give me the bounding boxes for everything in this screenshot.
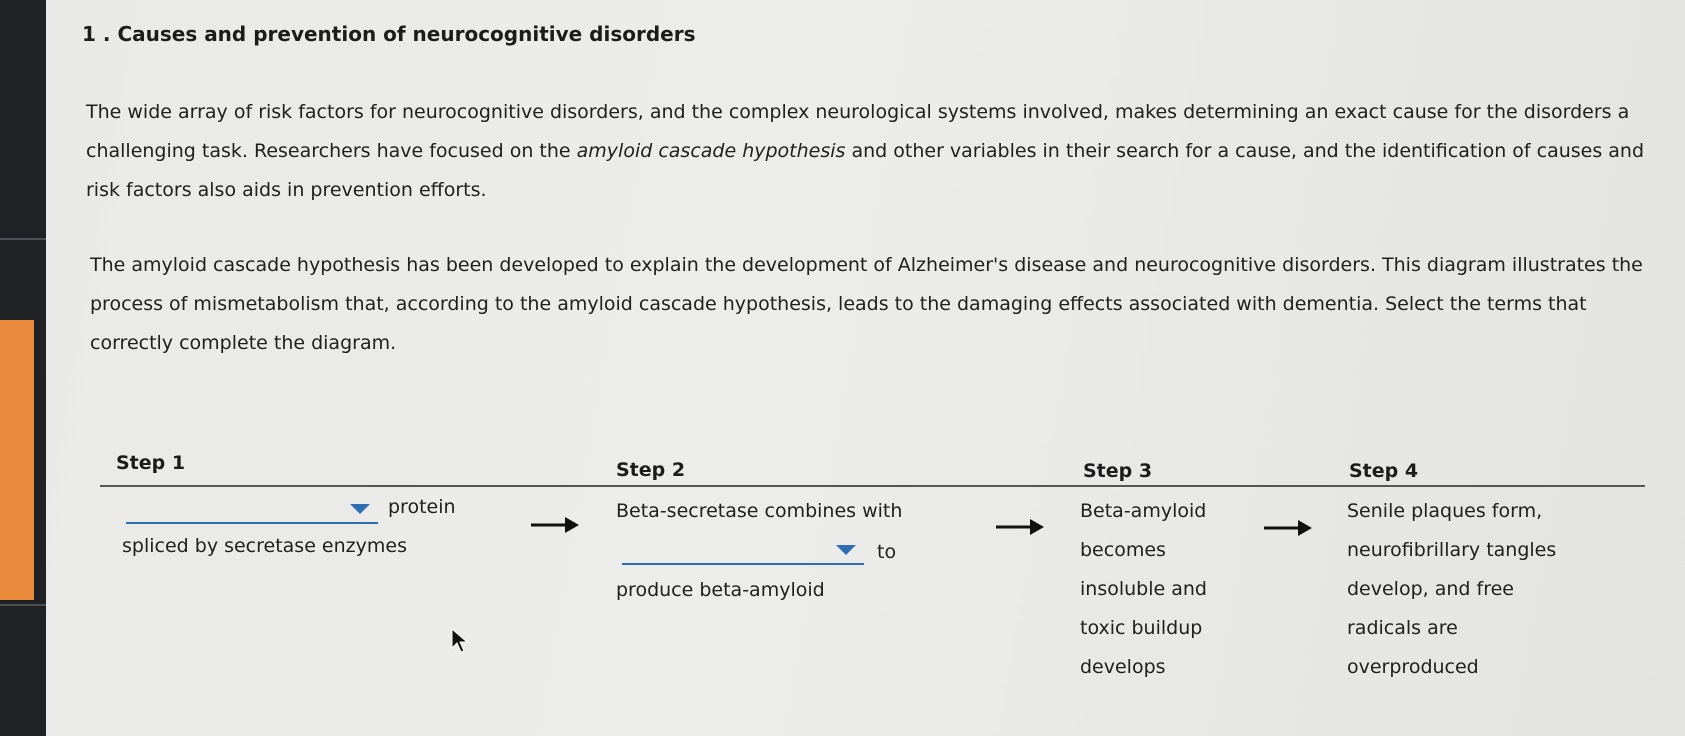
step4-line: Senile plaques form,	[1347, 500, 1543, 522]
step1-dropdown[interactable]	[126, 494, 378, 524]
step4-line: develop, and free	[1347, 578, 1514, 600]
edge-divider	[0, 604, 46, 606]
step3-line: develops	[1080, 656, 1166, 678]
step4-line: neurofibrillary tangles	[1347, 539, 1557, 561]
step1-heading: Step 1	[116, 452, 186, 474]
chevron-down-icon[interactable]	[350, 504, 370, 514]
intro-emphasis: amyloid cascade hypothesis	[576, 140, 846, 162]
step3-line: insoluble and	[1080, 578, 1207, 600]
edge-divider	[0, 238, 46, 240]
step3-line: Beta-amyloid	[1080, 500, 1207, 522]
step2-text: Beta-secretase combines with	[616, 500, 903, 522]
header-rule	[100, 485, 1645, 487]
question-page	[46, 0, 1685, 736]
step2-text: produce beta-amyloid	[616, 579, 825, 601]
step4-line: radicals are	[1347, 617, 1458, 639]
chevron-down-icon[interactable]	[836, 545, 856, 555]
step4-line: overproduced	[1347, 656, 1479, 678]
step3-line: toxic buildup	[1080, 617, 1203, 639]
intro-text: The wide array of risk factors for neurocognitive disorders, and the complex neurological systems involved, makes determining an exact cause for the disorders a challenging task. Researchers have focused on the	[86, 101, 1630, 162]
left-window-edge	[0, 0, 46, 736]
step1-text: spliced by secretase enzymes	[122, 535, 407, 557]
step4-heading: Step 4	[1349, 460, 1419, 482]
question-title: 1 . Causes and prevention of neurocognitive disorders	[82, 22, 696, 46]
step3-heading: Step 3	[1083, 460, 1153, 482]
arrow-right-icon	[1262, 518, 1314, 538]
instructions-paragraph: The amyloid cascade hypothesis has been developed to explain the development of Alzheimer's disease and neurocognitive disorders. This diagram illustrates the process of mismetabolism that, according to the amyloid cascade hypothesis, leads to the damaging effects associated with dementia. Select the terms that correctly complete the diagram.	[90, 254, 1643, 354]
step2-text: to	[877, 541, 897, 563]
step2-heading: Step 2	[616, 459, 686, 481]
intro-text: and other variables in their search for a cause, and the identification of causes and risk factors also aids in prevention efforts.	[86, 140, 1645, 201]
arrow-right-icon	[994, 517, 1046, 537]
intro-paragraph	[86, 93, 1666, 210]
step3-line: becomes	[1080, 539, 1166, 561]
step1-text: protein	[388, 496, 456, 518]
arrow-right-icon	[529, 515, 581, 535]
edge-orange-panel	[0, 320, 34, 600]
mouse-cursor-icon	[451, 628, 469, 654]
step2-dropdown[interactable]	[622, 535, 864, 565]
